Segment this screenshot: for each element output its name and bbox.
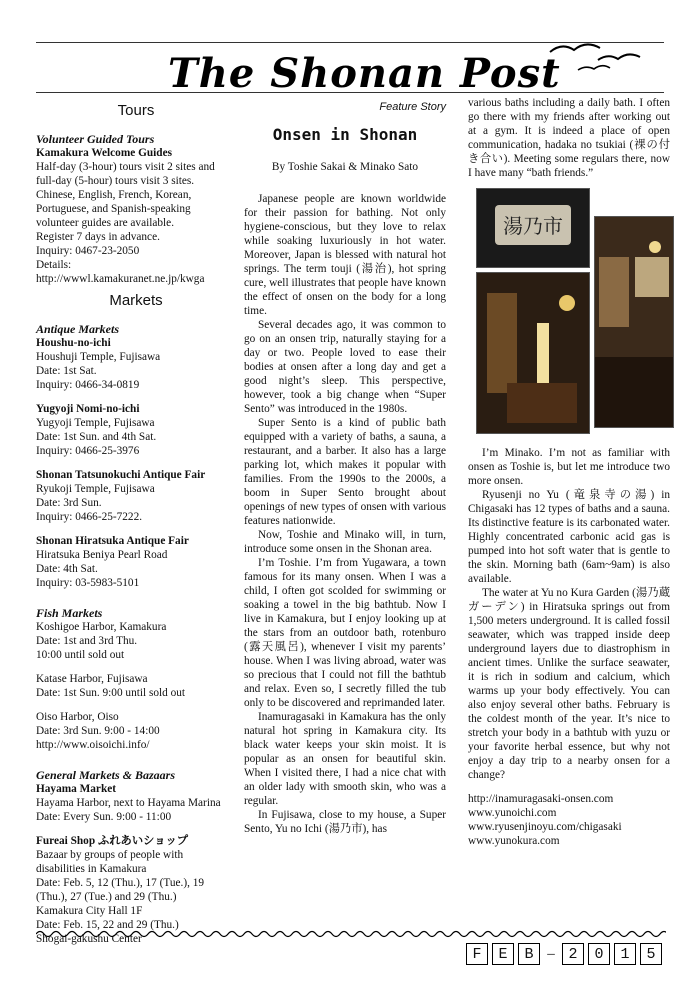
url-item: www.yunokura.com — [468, 835, 560, 847]
spacer — [36, 392, 236, 402]
tours-line: Register 7 days in advance. — [36, 231, 160, 243]
market-line: Date: 3rd Sun. 9:00 - 14:00 — [36, 725, 160, 737]
spacer — [36, 824, 236, 834]
article-byline: By Toshie Sakai & Minako Sato — [271, 161, 419, 173]
article-body-continued — [468, 96, 670, 180]
market-line: Oiso Harbor, Oiso — [36, 711, 119, 723]
spacer — [36, 946, 236, 956]
article-paragraph: Super Sento is a kind of public bath equipped with a variety of baths, a sauna, a restaurant, and a barber. It also has a large parking lot, which makes it popular with families. From the 1990s to the 2000s, a boom in Super Sento brought about openings of new types of onsen with various features nationwide. — [244, 417, 446, 527]
market-line: Date: 4th Sat. — [36, 563, 98, 575]
market-line: disabilities in Kamakura — [36, 863, 147, 875]
market-line: Yugyoji Temple, Fujisawa — [36, 417, 155, 429]
birds-icon — [548, 38, 658, 78]
url-item: www.yunoichi.com — [468, 807, 557, 819]
interior-photo — [594, 216, 674, 428]
article-paragraph: Inamuragasaki in Kamakura has the only natural hot spring in Kamakura city. Its black water keeps your skin moist. It is popular as an onsen for beautiful skin. When I visited there, I had a nice chat with an older lady with smooth skin, who was a regular. — [244, 711, 446, 807]
spacer — [36, 752, 236, 762]
listings-column — [36, 100, 236, 956]
tours-category: Volunteer Guided Tours — [36, 132, 155, 146]
sign-photo — [476, 188, 590, 268]
market-line: Date: 1st and 3rd Thu. — [36, 635, 138, 647]
tours-line: Details: — [36, 259, 72, 271]
market-line: Inquiry: 03-5983-5101 — [36, 577, 140, 589]
article-paragraph: Now, Toshie and Minako will, in turn, introduce some onsen in the Shonan area. — [244, 529, 446, 555]
tours-line: Half-day (3-hour) tours visit 2 sites and — [36, 161, 215, 173]
tours-heading: Tours — [117, 102, 155, 119]
article-paragraph: The water at Yu no Kura Garden (湯乃蔵ガーデン) in Hiratsuka springs out from 1,500 meters underground. It is called fossil seawater, which was trapped inside deep underground layers due to diastrophism in ancient times. Unlike the surface seawater, it is rich in sodium and calcium, which warms up your body effectively. You can also enjoy several other baths. February is the coldest month of the year. It’s nice to stretch your body in a bathtub with yuzu or your favorite herbal essence, but why not enjoy a day trip to a nearby onsen for a change? — [468, 587, 670, 781]
market-line: Date: 1st Sat. — [36, 365, 97, 377]
market-name: Shonan Hiratsuka Antique Fair — [36, 535, 189, 547]
tours-line: Inquiry: 0467-23-2050 — [36, 245, 140, 257]
market-line: http://www.oisoichi.info/ — [36, 739, 150, 751]
fish-list — [36, 620, 236, 762]
article-title: Onsen in Shonan — [272, 125, 418, 144]
date-box: F — [466, 943, 488, 965]
market-line: Date: Feb. 5, 12 (Thu.), 17 (Tue.), 19 — [36, 877, 205, 889]
tours-url: http://wwwl.kamakuranet.ne.jp/kwga — [36, 273, 205, 285]
market-line: Koshigoe Harbor, Kamakura — [36, 621, 167, 633]
spacer — [36, 590, 236, 600]
market-line: Katase Harbor, Fujisawa — [36, 673, 148, 685]
market-line: Inquiry: 0466-34-0819 — [36, 379, 140, 391]
tours-line: full-day (5-hour) tours visit 3 sites. — [36, 175, 195, 187]
tours-org: Kamakura Welcome Guides — [36, 147, 172, 159]
article-paragraph: Ryusenji no Yu (竜泉寺の湯) in Chigasaki has 12 types of baths and a sauna. Its distinctive feature is its carbonated water. Highly concentrated carbonic acid gas is pumped into hot soft water that is gentle to the skin. Morning bath (6am~9am) is also available. — [468, 489, 670, 585]
spacer — [36, 662, 236, 672]
article-body — [244, 192, 446, 836]
market-line: Date: Feb. 15, 22 and 29 (Thu.) — [36, 919, 179, 931]
masthead: The Shonan Post — [168, 50, 561, 97]
market-line: Inquiry: 0466-25-7222. — [36, 511, 143, 523]
article-column — [244, 100, 446, 836]
market-line: Date: Every Sun. 9:00 - 11:00 — [36, 811, 172, 823]
spacer — [36, 700, 236, 710]
date-box: B — [518, 943, 540, 965]
hallway-photo — [476, 272, 590, 434]
masthead-rule — [36, 92, 664, 93]
tours-line: Portuguese, and Spanish-speaking — [36, 203, 191, 215]
general-heading: General Markets & Bazaars — [36, 768, 176, 782]
date-box: E — [492, 943, 514, 965]
date-box: 1 — [614, 943, 636, 965]
url-list — [468, 792, 670, 848]
market-line: Ryukoji Temple, Fujisawa — [36, 483, 155, 495]
market-name: Fureai Shop ふれあいショップ — [36, 835, 189, 847]
fish-heading: Fish Markets — [36, 606, 103, 620]
market-name: Hayama Market — [36, 783, 116, 795]
market-line: 10:00 until sold out — [36, 649, 125, 661]
url-item: http://inamuragasaki-onsen.com — [468, 793, 614, 805]
url-item: www.ryusenjinoyu.com/chigasaki — [468, 821, 622, 833]
article-continued-column — [468, 96, 670, 848]
feature-label: Feature Story — [379, 101, 446, 113]
tours-details — [36, 160, 236, 286]
market-name: Yugyoji Nomi-no-ichi — [36, 403, 140, 415]
market-name: Shonan Tatsunokuchi Antique Fair — [36, 469, 206, 481]
market-line: Hiratsuka Beniya Pearl Road — [36, 549, 168, 561]
tours-line: Chinese, English, French, Korean, — [36, 189, 192, 201]
sign-text: 湯乃市 — [503, 214, 563, 238]
article-paragraph: I’m Toshie. I’m from Yugawara, a town famous for its many onsen. When I was a child, I often got scolded for swimming or soaking a towel in the big bathtub. Now I live in Kamakura, but I enjoy looking up at the stars from an outdoor bath, rotenburo (露天風呂), whenever I visit my parents’ house. When I was living abroad, water was so precious that I could not fill the bathtub and relax. Even so, I secretly filled the tub only to be discovered and reprimanded later. — [244, 557, 446, 709]
antique-list — [36, 336, 236, 600]
market-line: Kamakura City Hall 1F — [36, 905, 143, 917]
market-name: Houshu-no-ichi — [36, 337, 111, 349]
market-line: Date: 1st Sun. and 4th Sat. — [36, 431, 157, 443]
article-paragraph: In Fujisawa, close to my house, a Super Sento, Yu no Ichi (湯乃市), has — [244, 809, 446, 835]
article-body-final — [468, 446, 670, 782]
spacer — [36, 524, 236, 534]
date-box: 0 — [588, 943, 610, 965]
article-paragraph: Japanese people are known worldwide for their passion for bathing. Not only hygiene-conscious, but they love to relax while soaking luxuriously in hot water. Moreover, Japan is blessed with natural hot springs. The term touji (湯治), hot spring cure, well illustrates that people have known the effect of onsen on the body for a long time. — [244, 193, 446, 317]
market-line: (Thu.), 27 (Tue.) and 29 (Thu.) — [36, 891, 177, 903]
market-line: Shogai-gakushu Center — [36, 933, 142, 945]
issue-date — [466, 943, 666, 965]
market-line: Houshuji Temple, Fujisawa — [36, 351, 161, 363]
date-box: 5 — [640, 943, 662, 965]
market-line: Hayama Harbor, next to Hayama Marina — [36, 797, 221, 809]
antique-heading: Antique Markets — [36, 322, 120, 336]
tours-line: volunteer guides are available. — [36, 217, 175, 229]
market-line: Date: 1st Sun. 9:00 until sold out — [36, 687, 186, 699]
market-line: Date: 3rd Sun. — [36, 497, 102, 509]
article-paragraph: I’m Minako. I’m not as familiar with onsen as Toshie is, but let me introduce two more onsen. — [468, 447, 670, 487]
article-paragraph: various baths including a daily bath. I often go there with my friends after working out at a gym. It is indeed a place of open communication, hadaka no tsukiai (裸の付き合い). Meeting some regulars there, now I have many “bath friends.” — [468, 97, 670, 179]
markets-heading: Markets — [109, 292, 163, 309]
date-box: – — [547, 945, 555, 962]
date-box: 2 — [562, 943, 584, 965]
photo-collage — [468, 186, 670, 436]
article-paragraph: Several decades ago, it was common to go on an onsen trip, naturally staying for a day or two. People loved to ease their bodies at onsen after a long day and get a good night’s sleep. This perspective, however, took a big change when “Super Sento” was introduced in the 1980s. — [244, 319, 446, 415]
spacer — [36, 458, 236, 468]
market-line: Inquiry: 0466-25-3976 — [36, 445, 140, 457]
wavy-divider — [36, 928, 666, 940]
market-line: Bazaar by groups of people with — [36, 849, 184, 861]
